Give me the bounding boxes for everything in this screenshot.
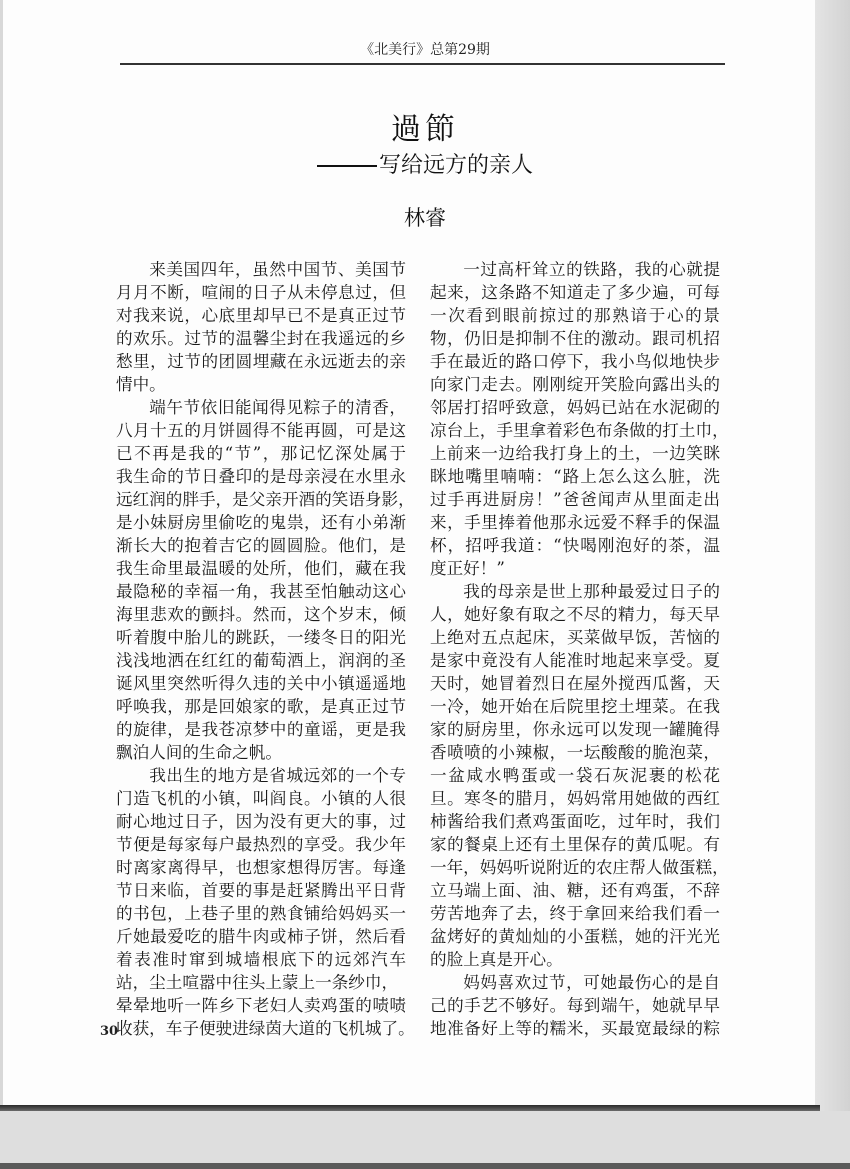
text-column-right xyxy=(430,258,729,1040)
text-line: 收获，车子便驶进绿茵大道的飞机城了。 xyxy=(116,1019,415,1038)
scanner-bottom-edge xyxy=(0,1163,850,1169)
text-line: 香喷喷的小辣椒，一坛酸酸的脆泡菜， xyxy=(430,743,720,762)
text-line: 凉台上，手里拿着彩色布条做的打土巾， xyxy=(430,421,729,440)
article-author: 林睿 xyxy=(404,206,446,230)
text-line: 的书包，上巷子里的熟食铺给妈妈买一 xyxy=(116,904,406,923)
text-line: 端午节依旧能闻得见粽子的清香， xyxy=(149,398,406,417)
scanner-bottom-margin xyxy=(0,1111,850,1163)
text-line: 着表准时窜到城墙根底下的远郊汽车 xyxy=(116,950,406,969)
text-line: 妈妈喜欢过节，可她最伤心的是自 xyxy=(463,973,720,992)
text-line: 呼唤我，那是回娘家的歌，是真正过节 xyxy=(116,697,406,716)
text-line: 一次看到眼前掠过的那熟谙于心的景 xyxy=(430,306,720,325)
text-line: 一盆咸水鸭蛋或一袋石灰泥裹的松花 xyxy=(430,766,720,785)
text-line: 我生命里最温暖的处所，他们，藏在我 xyxy=(116,559,406,578)
text-line: 最隐秘的幸福一角，我甚至怕触动这心 xyxy=(116,582,406,601)
text-line: 已不再是我的“节”，那记忆深处属于 xyxy=(116,444,406,463)
text-line: 邻居打招呼致意，妈妈已站在水泥砌的 xyxy=(430,398,720,417)
text-line: 听着腹中胎儿的跳跃，一缕冬日的阳光 xyxy=(116,628,406,647)
text-line: 是小妹厨房里偷吃的鬼祟，还有小弟渐 xyxy=(116,513,406,532)
text-line: 门造飞机的小镇，叫阎良。小镇的人很 xyxy=(116,789,406,808)
text-column-left xyxy=(116,258,415,1040)
text-line: 上前来一边给我打身上的土，一边笑眯 xyxy=(430,444,720,463)
text-line: 远红润的胖手，是父亲开酒的笑语身影， xyxy=(116,490,415,509)
subtitle-text: 写给远方的亲人 xyxy=(378,153,533,178)
text-line: 晕晕地听一阵乡下老妇人卖鸡蛋的啧啧 xyxy=(116,996,406,1015)
text-line: 过手再进厨房！”爸爸闻声从里面走出 xyxy=(430,490,720,509)
text-line: 来美国四年，虽然中国节、美国节 xyxy=(149,260,406,279)
text-line: 地准备好上等的糯米，买最宽最绿的粽 xyxy=(430,1019,720,1038)
text-line: 我的母亲是世上那种最爱过日子的 xyxy=(463,582,720,601)
text-line: 柿酱给我们煮鸡蛋面吃，过年时，我们 xyxy=(430,812,720,831)
text-line: 是家中竟没有人能准时地起来享受。夏 xyxy=(430,651,720,670)
text-line: 盆烤好的黄灿灿的小蛋糕，她的汗光光 xyxy=(430,927,720,946)
article-subtitle xyxy=(0,148,850,179)
text-line: 家的餐桌上还有土里保存的黄瓜呢。有 xyxy=(430,835,720,854)
text-line: 节日来临，首要的事是赶紧腾出平日背 xyxy=(116,881,406,900)
text-line: 一年，妈妈听说附近的农庄帮人做蛋糕， xyxy=(430,858,729,877)
header-rule xyxy=(120,63,725,65)
text-line: 上绝对五点起床，买菜做早饭，苦恼的 xyxy=(430,628,720,647)
text-line: 对我来说，心底里却早已不是真正过节 xyxy=(116,306,406,325)
text-line: 浅浅地洒在红红的葡萄酒上，润润的圣 xyxy=(116,651,406,670)
text-line: 人，她好象有取之不尽的精力，每天早 xyxy=(430,605,720,624)
running-head: 《北美行》总第29期 xyxy=(360,42,490,58)
text-line: 劳苦地奔了去，终于拿回来给我们看一 xyxy=(430,904,720,923)
text-line: 度正好！” xyxy=(430,559,505,578)
text-line: 时离家离得早，也想家想得厉害。每逢 xyxy=(116,858,406,877)
text-line: 站，尘土喧嚣中往头上蒙上一条纱巾， xyxy=(116,973,399,992)
text-line: 飘泊人间的生命之帆。 xyxy=(116,743,282,762)
text-line: 旦。寒冬的腊月，妈妈常用她做的西红 xyxy=(430,789,720,808)
text-line: 月月不断，喧闹的日子从未停息过，但 xyxy=(116,283,406,302)
text-line: 来，手里捧着他那永远爱不释手的保温 xyxy=(430,513,720,532)
text-line: 八月十五的月饼圆得不能再圆，可是这 xyxy=(116,421,406,440)
text-line: 一冷，她开始在后院里挖土埋菜。在我 xyxy=(430,697,720,716)
text-line: 的欢乐。过节的温馨尘封在我遥远的乡 xyxy=(116,329,406,348)
text-line: 情中。 xyxy=(116,375,166,394)
text-line: 我出生的地方是省城远郊的一个专 xyxy=(149,766,406,785)
text-line: 的旋律，是我苍凉梦中的童谣，更是我 xyxy=(116,720,406,739)
text-line: 起来，这条路不知道走了多少遍，可每 xyxy=(430,283,720,302)
text-line: 一过高杆耸立的铁路，我的心就提 xyxy=(463,260,720,279)
text-line: 家的厨房里，你永远可以发现一罐腌得 xyxy=(430,720,720,739)
text-line: 天时，她冒着烈日在屋外搅西瓜酱，天 xyxy=(430,674,720,693)
text-line: 诞风里突然听得久违的关中小镇遥遥地 xyxy=(116,674,406,693)
page-number: 30 xyxy=(100,1024,119,1039)
text-line: 渐长大的抱着吉它的圆圆脸。他们，是 xyxy=(116,536,406,555)
text-line: 的脸上真是开心。 xyxy=(430,950,563,969)
text-line: 杯，招呼我道：“快喝刚泡好的茶，温 xyxy=(430,536,720,555)
article-title: 過節 xyxy=(391,112,459,147)
text-line: 眯地嘴里喃喃：“路上怎么这么脏，洗 xyxy=(430,467,720,486)
text-line: 耐心地过日子，因为没有更大的事，过 xyxy=(116,812,406,831)
text-line: 海里悲欢的颤抖。然而，这个岁末，倾 xyxy=(116,605,406,624)
text-line: 愁里，过节的团圆埋藏在永远逝去的亲 xyxy=(116,352,406,371)
text-line: 节便是每家每户最热烈的享受。我少年 xyxy=(116,835,406,854)
text-line: 向家门走去。刚刚绽开笑脸向露出头的 xyxy=(430,375,720,394)
text-line: 手在最近的路口停下，我小鸟似地快步 xyxy=(430,352,720,371)
text-line: 斤她最爱吃的腊牛肉或柿子饼，然后看 xyxy=(116,927,406,946)
text-line: 我生命的节日叠印的是母亲浸在水里永 xyxy=(116,467,406,486)
em-dash xyxy=(317,165,377,167)
text-line: 己的手艺不够好。每到端午，她就早早 xyxy=(430,996,720,1015)
text-line: 物，仍旧是抑制不住的激动。跟司机招 xyxy=(430,329,720,348)
text-line: 立马端上面、油、糖，还有鸡蛋，不辞 xyxy=(430,881,720,900)
